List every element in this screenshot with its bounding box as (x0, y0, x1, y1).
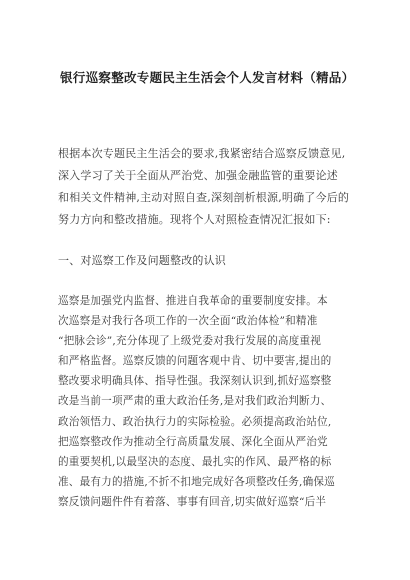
document-title: 银行巡察整改专题民主生活会个人发言材料（精品） (60, 70, 355, 85)
body-line: “把脉会诊”,充分体现了上级党委对我行发展的高度重视 (58, 335, 322, 348)
body-line: 的重要契机,以最坚决的态度、最扎实的作风、最严格的标 (58, 455, 332, 468)
body-line: 整改要求明确具体、指导性强。我深刻认识到,抓好巡察整 (58, 375, 332, 388)
body-line: 政治领悟力、政治执行力的实际检验。必须提高政治站位, (58, 415, 332, 428)
intro-line: 深入学习了关于全面从严治党、加强金融监管的重要论述 (58, 169, 338, 182)
body-line: 巡察是加强党内监督、推进自我革命的重要制度安排。本 (58, 295, 328, 307)
body-line: 察反馈问题件件有着落、事事有回音,切实做好巡察“后半 (58, 495, 327, 508)
body-line: 把巡察整改作为推动全行高质量发展、深化全面从严治党 (58, 435, 328, 448)
body-line: 改是当前一项严肃的重大政治任务,是对我们政治判断力、 (58, 395, 332, 408)
body-line: 和严格监督。巡察反馈的问题客观中肯、切中要害,提出的 (58, 355, 332, 368)
intro-line: 根据本次专题民主生活会的要求,我紧密结合巡察反馈意见, (58, 147, 346, 160)
section-heading: 一、对巡察工作及问题整改的认识 (58, 254, 226, 267)
intro-line: 和相关文件精神,主动对照自查,深刻剖析根源,明确了今后的 (58, 191, 350, 204)
body-line: 次巡察是对我行各项工作的一次全面“政治体检”和精准 (58, 315, 318, 328)
intro-paragraph (58, 143, 358, 231)
body-line: 准、最有力的措施,不折不扣地完成好各项整改任务,确保巡 (58, 475, 335, 488)
body-paragraph (58, 291, 358, 512)
intro-line: 努力方向和整改措施。现将个人对照检查情况汇报如下: (58, 213, 331, 226)
